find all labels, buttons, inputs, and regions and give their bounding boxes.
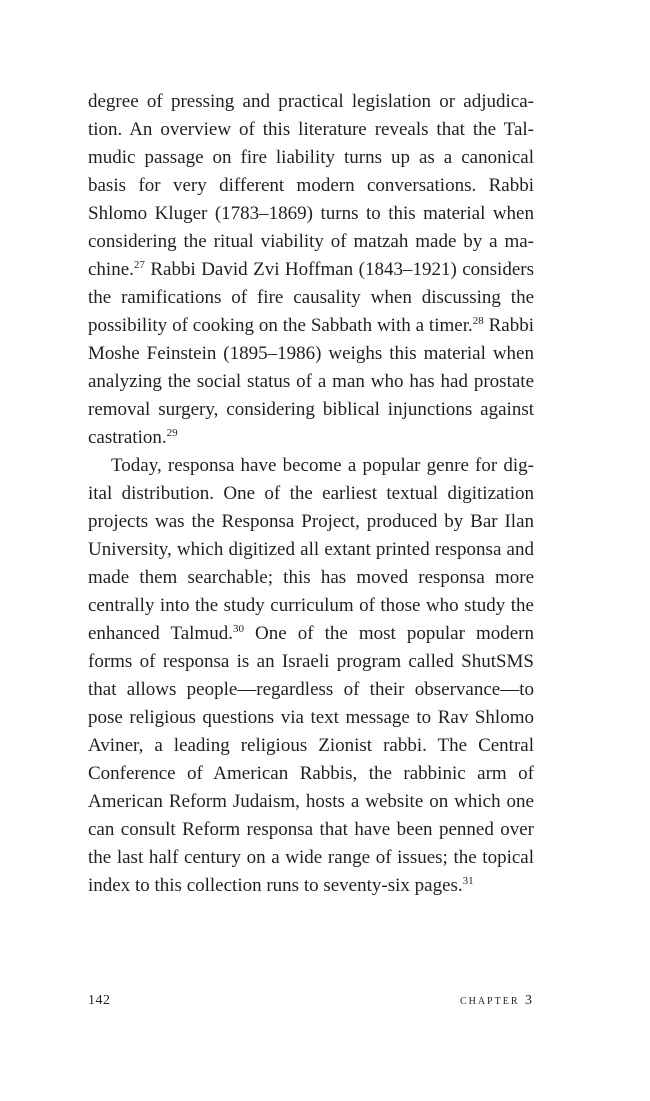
paragraph-2-text-1: Today, responsa have become a popular genre for digital distribution. One of the earliest textual digitization projects was the Responsa Project, produced by Bar Ilan University, which digitized all extant printed responsa and made them searchable; this has moved responsa more centrally into the study curriculum of those who study the enhanced Talmud. [88,455,534,644]
footnote-ref-29[interactable]: 29 [166,427,178,439]
footnote-ref-30[interactable]: 30 [232,623,244,635]
paragraph-1 [88,88,534,452]
footnote-ref-31[interactable]: 31 [462,875,474,887]
paragraph-1-text-2: Rabbi David Zvi Hoffman (1843–1921) considers the ramifications of fire causality when discussing the possibility of cooking on the Sabbath with a timer. [88,259,534,336]
page-footer [88,993,534,1013]
paragraph-1-text-3: Rabbi Moshe Feinstein (1895–1986) weighs this material when analyzing the social status of a man who has had prostate removal surgery, considering biblical injunctions against castration. [88,315,535,448]
paragraph-2-text-2: One of the most popular modern forms of responsa is an Israeli program called ShutSMS that allows people—regardless of their observance—to pose religious questions via text message to Rav Shlomo Aviner, a leading religious Zionist rabbi. The Central Conference of American Rabbis, the rabbinic arm of American Reform Judaism, hosts a website on which one can consult Reform responsa that have been penned over the last half century on a wide range of issues; the topical index to this collection runs to seventy-six pages. [88,623,534,896]
footnote-ref-27[interactable]: 27 [133,259,145,271]
page-number: 142 [88,993,111,1008]
footnote-ref-28[interactable]: 28 [472,315,484,327]
body-text [88,88,534,900]
paragraph-2 [88,452,534,900]
paragraph-1-text-1: degree of pressing and practical legislation or adjudication. An overview of this literature reveals that the Talmudic passage on fire liability turns up as a canonical basis for very different modern conversations. Rabbi Shlomo Kluger (1783–1869) turns to this material when considering the ritual viability of matzah made by a machine. [88,91,534,280]
running-head: chapter 3 [459,993,534,1008]
